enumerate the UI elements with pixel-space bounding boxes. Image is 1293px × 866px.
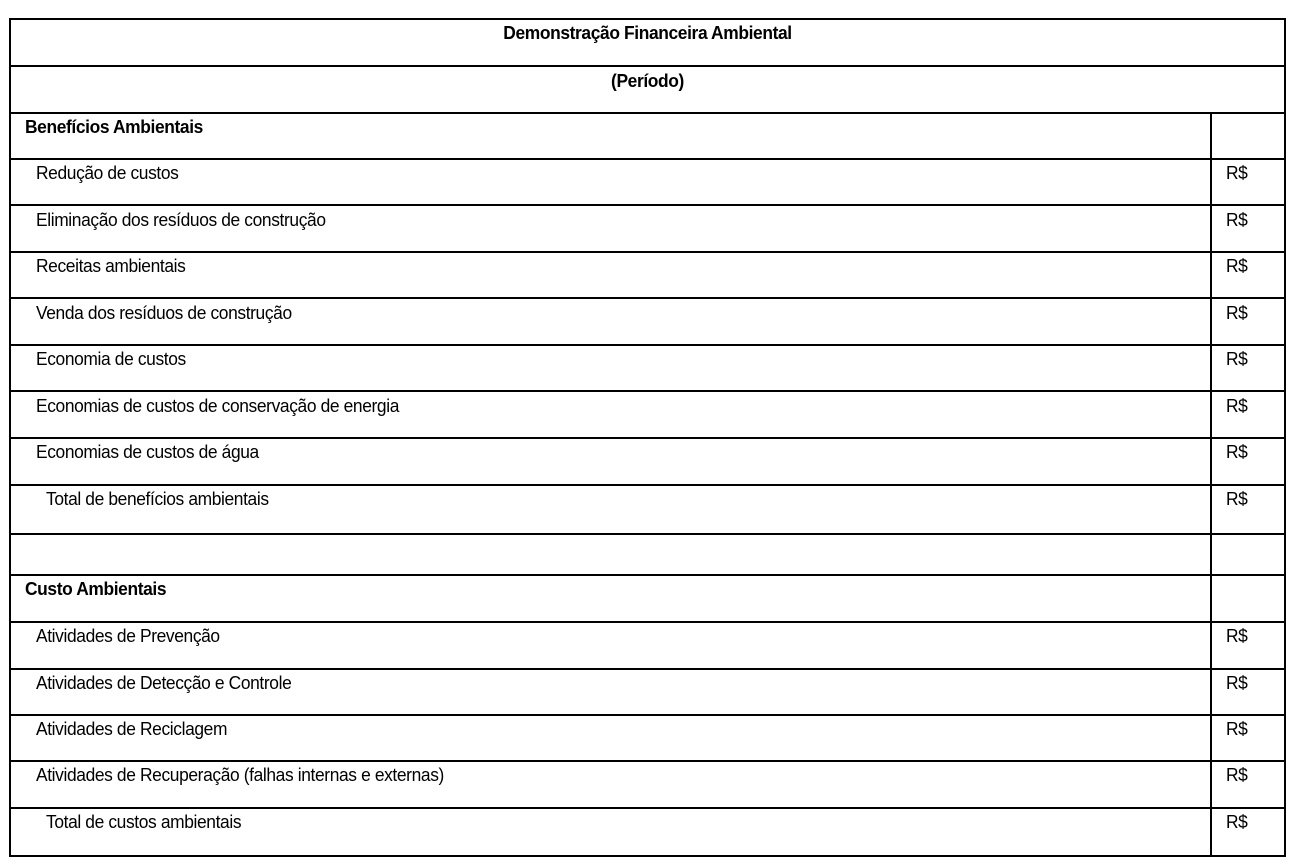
row-divider xyxy=(11,437,1284,439)
row-divider xyxy=(11,484,1284,486)
row-divider xyxy=(11,204,1284,206)
benefit-value: R$ xyxy=(1226,209,1248,230)
benefit-label: Economias de custos de conservação de energia xyxy=(36,395,400,416)
row-divider xyxy=(11,621,1284,623)
benefit-label: Eliminação dos resíduos de construção xyxy=(36,209,326,230)
benefit-value: R$ xyxy=(1226,441,1248,462)
cost-label: Atividades de Detecção e Controle xyxy=(36,672,292,693)
row-divider xyxy=(11,390,1284,392)
row-divider xyxy=(11,574,1284,576)
cost-value: R$ xyxy=(1226,625,1248,646)
cost-label: Atividades de Reciclagem xyxy=(36,718,228,739)
row-divider xyxy=(11,760,1284,762)
costs-total-value: R$ xyxy=(1226,811,1248,832)
row-divider xyxy=(11,158,1284,160)
benefit-value: R$ xyxy=(1226,302,1248,323)
benefit-value: R$ xyxy=(1226,162,1248,183)
benefit-label: Economias de custos de água xyxy=(36,441,259,462)
statement-title: Demonstração Financeira Ambiental xyxy=(503,22,792,43)
benefit-label: Venda dos resíduos de construção xyxy=(36,302,292,323)
benefits-total-label: Total de benefícios ambientais xyxy=(46,488,269,509)
cost-value: R$ xyxy=(1226,672,1248,693)
row-divider xyxy=(11,714,1284,716)
row-divider xyxy=(11,251,1284,253)
row-divider xyxy=(11,668,1284,670)
row-divider xyxy=(11,112,1284,114)
benefit-label: Economia de custos xyxy=(36,348,186,369)
row-divider xyxy=(11,65,1284,67)
statement-period: (Período) xyxy=(611,70,684,91)
financial-statement-table xyxy=(9,18,1286,857)
costs-heading: Custo Ambientais xyxy=(25,578,167,599)
benefit-label: Redução de custos xyxy=(36,162,179,183)
costs-total-label: Total de custos ambientais xyxy=(46,811,242,832)
benefit-value: R$ xyxy=(1226,255,1248,276)
cost-value: R$ xyxy=(1226,764,1248,785)
cost-value: R$ xyxy=(1226,718,1248,739)
benefits-total-value: R$ xyxy=(1226,488,1248,509)
row-divider xyxy=(11,297,1284,299)
column-divider xyxy=(1210,112,1212,857)
cost-label: Atividades de Prevenção xyxy=(36,625,220,646)
benefit-value: R$ xyxy=(1226,348,1248,369)
benefits-heading: Benefícios Ambientais xyxy=(25,116,203,137)
row-divider xyxy=(11,807,1284,809)
benefit-value: R$ xyxy=(1226,395,1248,416)
cost-label: Atividades de Recuperação (falhas internas e externas) xyxy=(36,764,444,785)
row-divider xyxy=(11,344,1284,346)
benefit-label: Receitas ambientais xyxy=(36,255,186,276)
row-divider xyxy=(11,533,1284,535)
